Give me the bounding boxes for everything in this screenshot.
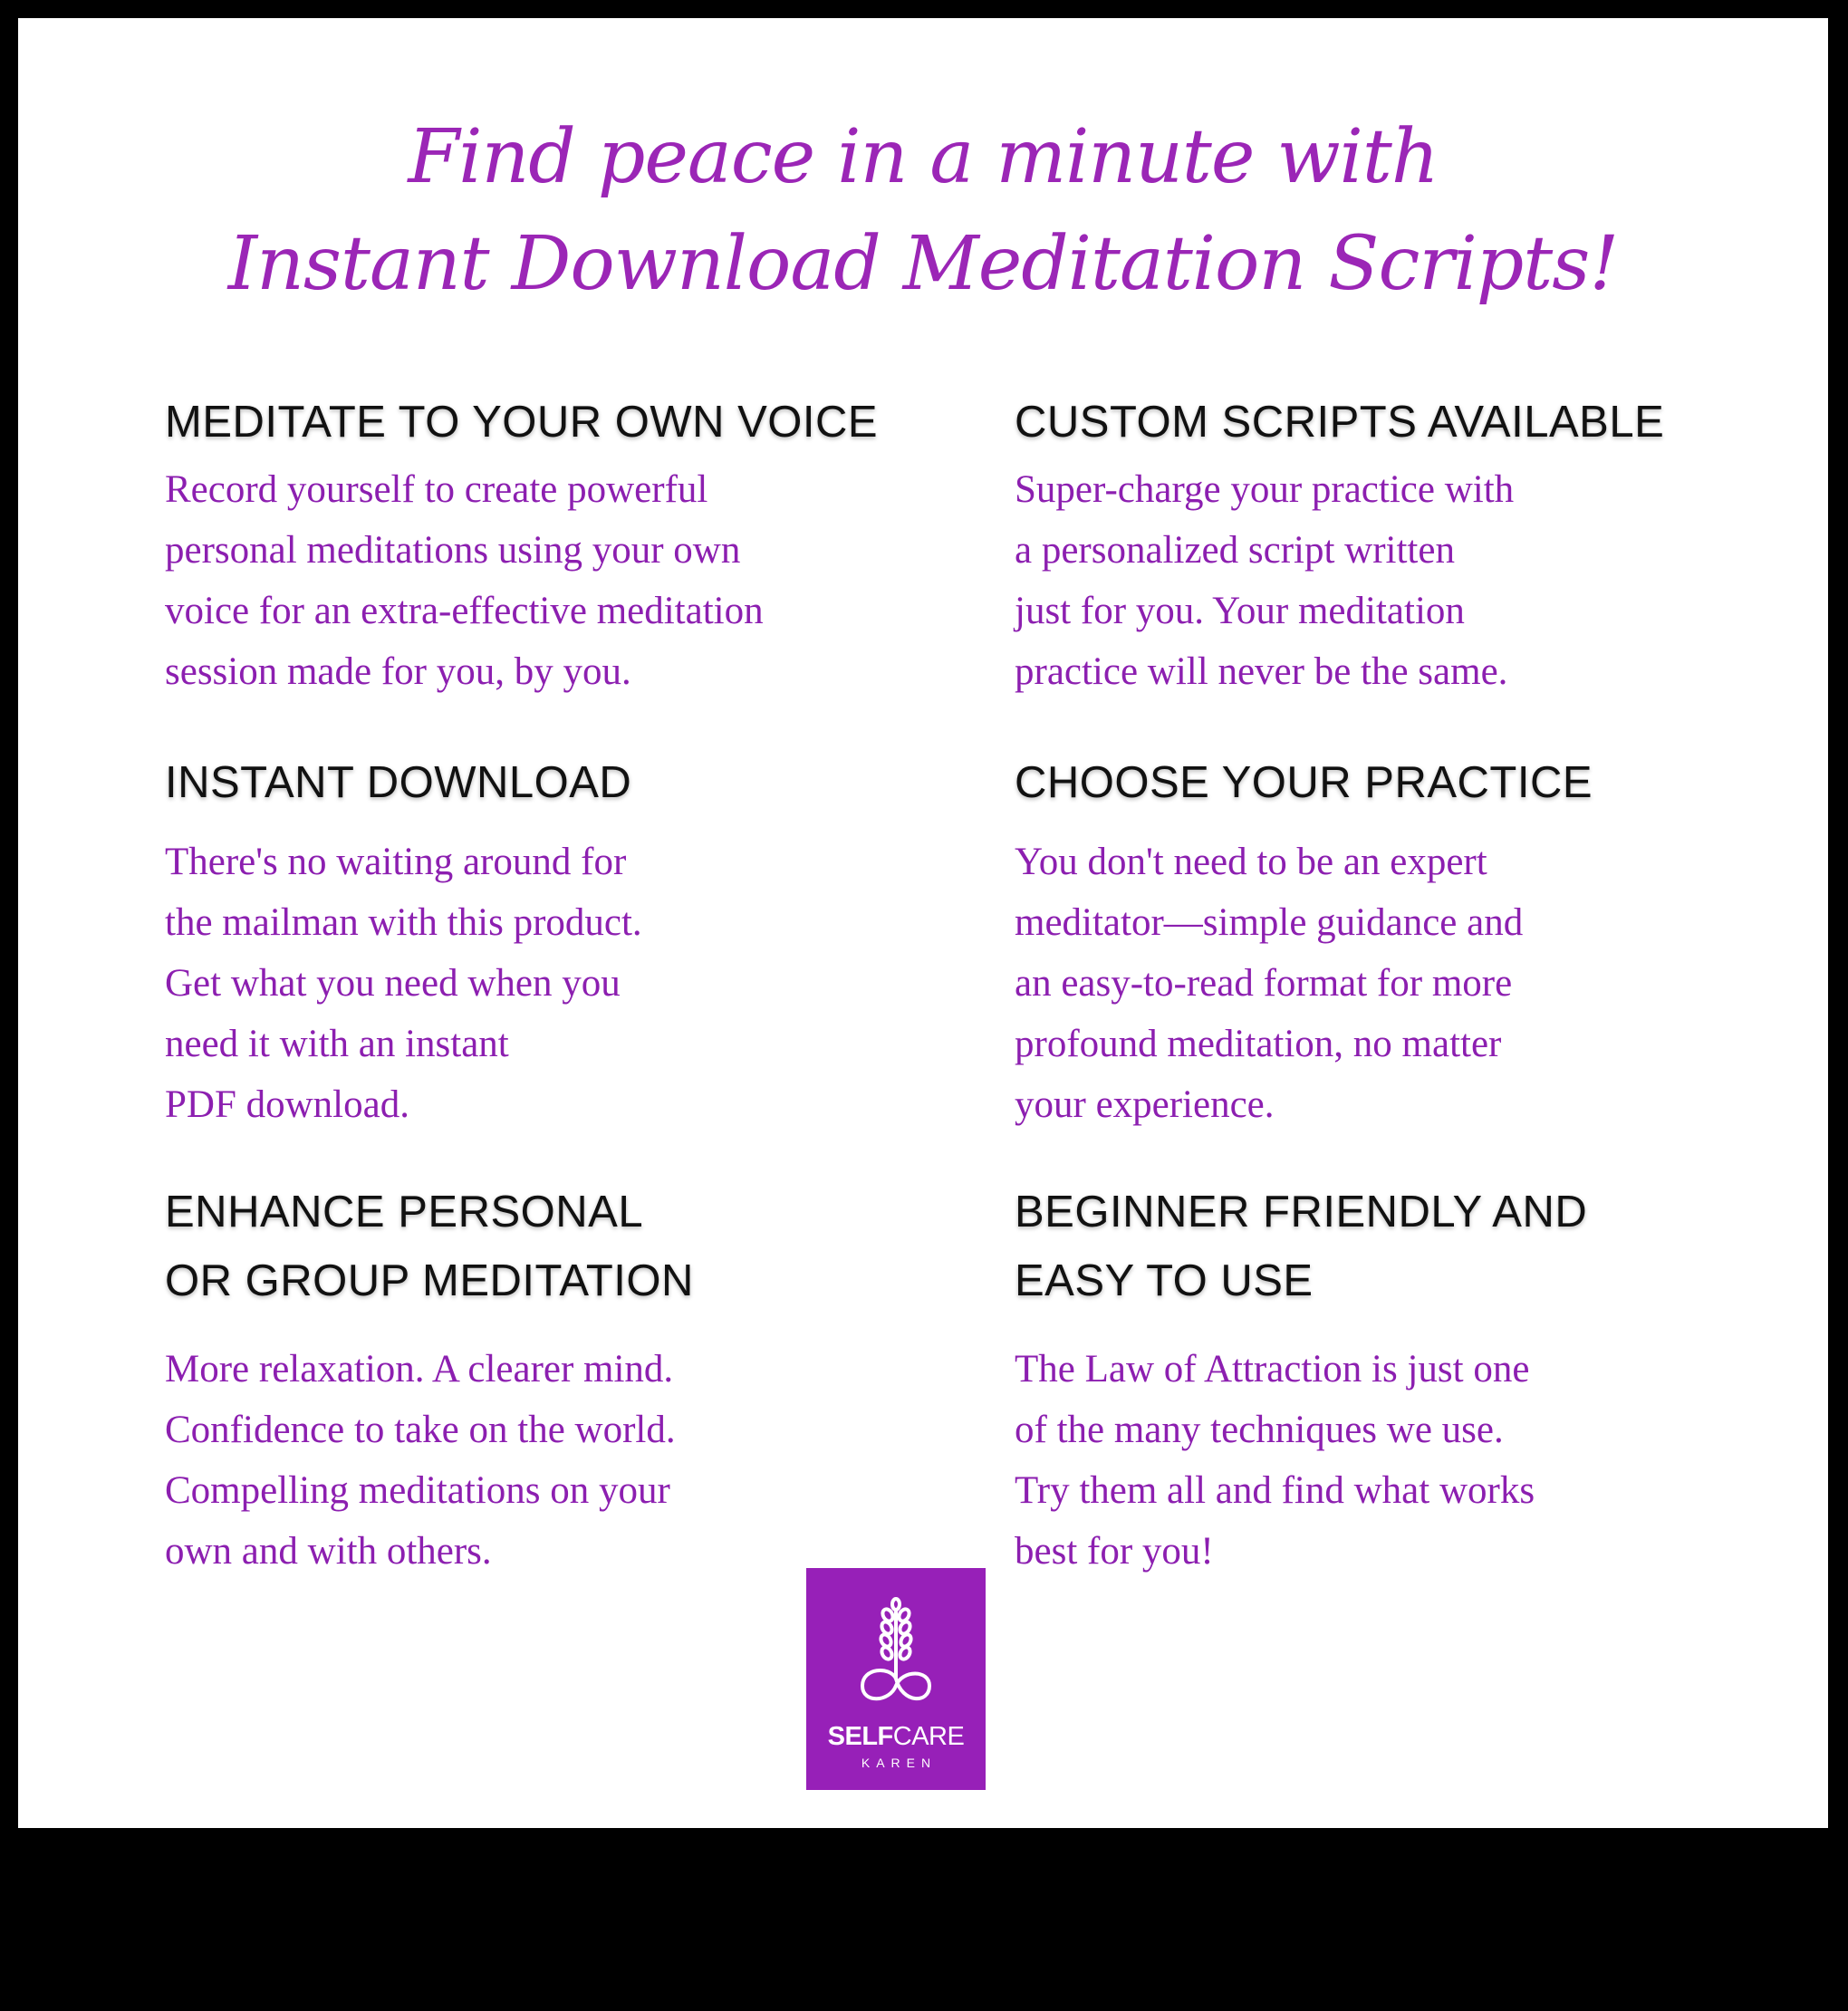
section-body xyxy=(165,1339,694,1582)
lavender-infinity-icon xyxy=(806,1568,986,1722)
body-line: Record yourself to create powerful xyxy=(165,468,708,511)
body-line: need it with an instant xyxy=(165,1023,509,1065)
headline-line-2: Instant Download Meditation Scripts! xyxy=(227,221,1619,307)
body-line: There's no waiting around for xyxy=(165,841,627,883)
body-line: your experience. xyxy=(1015,1083,1275,1126)
headline-line-1: Find peace in a minute with xyxy=(408,114,1439,200)
section-heading-line: MEDITATE TO YOUR OWN VOICE xyxy=(165,398,879,447)
section-custom-scripts xyxy=(1015,388,1664,702)
body-line: PDF download. xyxy=(165,1083,409,1126)
body-line: voice for an extra-effective meditation xyxy=(165,590,764,632)
body-line: meditator—simple guidance and xyxy=(1015,901,1524,944)
body-line: session made for you, by you. xyxy=(165,650,631,693)
section-heading xyxy=(1015,1178,1587,1315)
section-heading-line: CHOOSE YOUR PRACTICE xyxy=(1015,758,1593,807)
headline xyxy=(18,104,1828,318)
section-heading-line: OR GROUP MEDITATION xyxy=(165,1256,694,1305)
section-heading-line: BEGINNER FRIENDLY AND xyxy=(1015,1188,1588,1236)
body-line: just for you. Your meditation xyxy=(1015,590,1465,632)
section-heading-line: EASY TO USE xyxy=(1015,1256,1314,1305)
body-line: The Law of Attraction is just one xyxy=(1015,1348,1530,1390)
section-heading xyxy=(1015,388,1664,457)
body-line: the mailman with this product. xyxy=(165,901,642,944)
section-heading xyxy=(1015,748,1593,817)
section-heading-line: ENHANCE PERSONAL xyxy=(165,1188,644,1236)
section-heading xyxy=(165,1178,694,1315)
body-line: You don't need to be an expert xyxy=(1015,841,1487,883)
body-line: More relaxation. A clearer mind. xyxy=(165,1348,674,1390)
section-own-voice xyxy=(165,388,878,702)
body-line: Try them all and find what works xyxy=(1015,1469,1535,1512)
body-line: Super-charge your practice with xyxy=(1015,468,1515,511)
body-line: best for you! xyxy=(1015,1530,1214,1573)
promo-card xyxy=(18,18,1828,1828)
body-line: an easy-to-read format for more xyxy=(1015,962,1513,1005)
section-heading-line: INSTANT DOWNLOAD xyxy=(165,758,632,807)
section-enhance-meditation xyxy=(165,1178,694,1582)
body-line: a personalized script written xyxy=(1015,529,1455,572)
selfcare-karen-logo xyxy=(806,1568,986,1790)
section-body xyxy=(1015,459,1664,702)
section-body xyxy=(1015,1339,1587,1582)
body-line: of the many techniques we use. xyxy=(1015,1409,1504,1451)
section-heading xyxy=(165,388,878,457)
body-line: Confidence to take on the world. xyxy=(165,1409,676,1451)
section-heading-line: CUSTOM SCRIPTS AVAILABLE xyxy=(1015,398,1665,447)
body-line: own and with others. xyxy=(165,1530,492,1573)
section-body xyxy=(165,832,642,1135)
section-body xyxy=(1015,832,1593,1135)
section-instant-download xyxy=(165,748,642,1135)
body-line: Compelling meditations on your xyxy=(165,1469,670,1512)
logo-word-care: CARE xyxy=(892,1722,965,1751)
body-line: profound meditation, no matter xyxy=(1015,1023,1502,1065)
logo-subtitle: KAREN xyxy=(861,1756,938,1770)
section-beginner-friendly xyxy=(1015,1178,1587,1582)
body-line: Get what you need when you xyxy=(165,962,621,1005)
body-line: practice will never be the same. xyxy=(1015,650,1508,693)
logo-wordmark xyxy=(806,1722,986,1752)
logo-word-self: SELF xyxy=(827,1722,893,1751)
section-body xyxy=(165,459,878,702)
body-line: personal meditations using your own xyxy=(165,529,741,572)
section-heading xyxy=(165,748,642,817)
section-choose-practice xyxy=(1015,748,1593,1135)
